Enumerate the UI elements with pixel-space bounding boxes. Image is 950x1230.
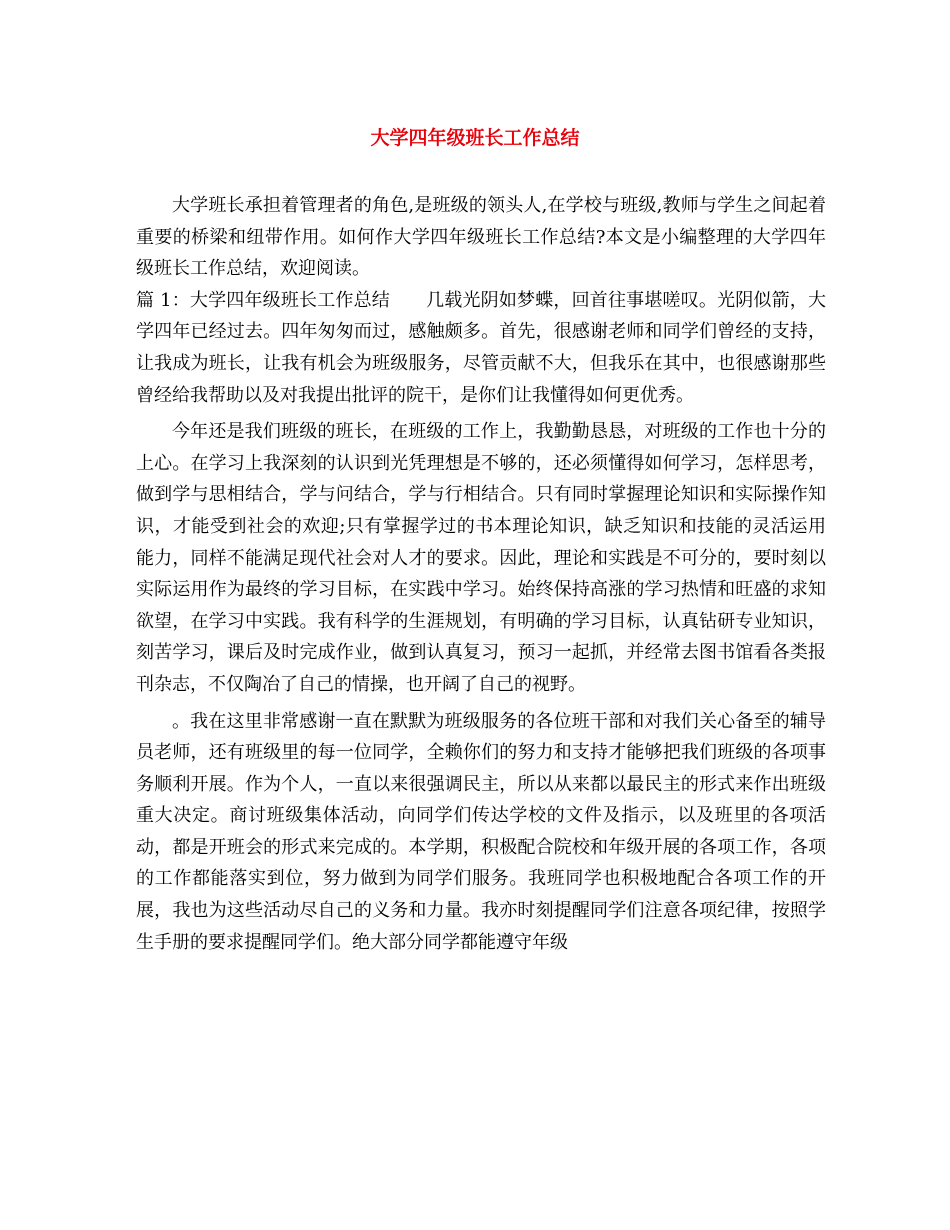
section-1-text: 几载光阴如梦蝶，回首往事堪嗟叹。光阴似箭，大学四年已经过去。四年匆匆而过，感触颇多。首先，很感谢老师和同学们曾经的支持，让我成为班长，让我有机会为班级服务，尽管贡献不大，但我乐在其中，也很感谢那些曾经给我帮助以及对我提出批评的院干，是你们让我懂得如何更优秀。 — [136, 289, 826, 406]
section-1-heading: 篇 1：大学四年级班长工作总结 — [136, 289, 390, 311]
section-1-paragraph — [136, 285, 826, 411]
document-title: 大学四年级班长工作总结 — [370, 127, 580, 149]
body-paragraph-study: 今年还是我们班级的班长，在班级的工作上，我勤勤恳恳，对班级的工作也十分的上心。在学习上我深刻的认识到光凭理想是不够的，还必须懂得如何学习，怎样思考，做到学与思相结合，学与问结合，学与行相结合。只有同时掌握理论知识和实际操作知识，才能受到社会的欢迎;只有掌握学过的书本理论知识，缺乏知识和技能的灵活运用能力，同样不能满足现代社会对人才的要求。因此，理论和实践是不可分的，要时刻以实际运用作为最终的学习目标，在实践中学习。始终保持高涨的学习热情和旺盛的求知欲望，在学习中实践。我有科学的生涯规划，有明确的学习目标，认真钻研专业知识，刻苦学习，课后及时完成作业，做到认真复习，预习一起抓，并经常去图书馆看各类报刊杂志，不仅陶冶了自己的情操，也开阔了自己的视野。 — [136, 421, 826, 695]
intro-paragraph: 大学班长承担着管理者的角色,是班级的领头人,在学校与班级,教师与学生之间起着重要的桥梁和纽带作用。如何作大学四年级班长工作总结?本文是小编整理的大学四年级班长工作总结，欢迎阅读。 — [136, 195, 826, 280]
document-body — [136, 190, 826, 958]
body-paragraph-thanks: 。我在这里非常感谢一直在默默为班级服务的各位班干部和对我们关心备至的辅导员老师，还有班级里的每一位同学，全赖你们的努力和支持才能够把我们班级的各项事务顺利开展。作为个人，一直以来很强调民主，所以从来都以最民主的形式来作出班级重大决定。商讨班级集体活动，向同学们传达学校的文件及指示，以及班里的各项活动，都是开班会的形式来完成的。本学期，积极配合院校和年级开展的各项工作，各项的工作都能落实到位，努力做到为同学们服务。我班同学也积极地配合各项工作的开展，我也为这些活动尽自己的义务和力量。我亦时刻提醒同学们注意各项纪律，按照学生手册的要求提醒同学们。绝大部分同学都能遵守年级 — [136, 710, 826, 953]
